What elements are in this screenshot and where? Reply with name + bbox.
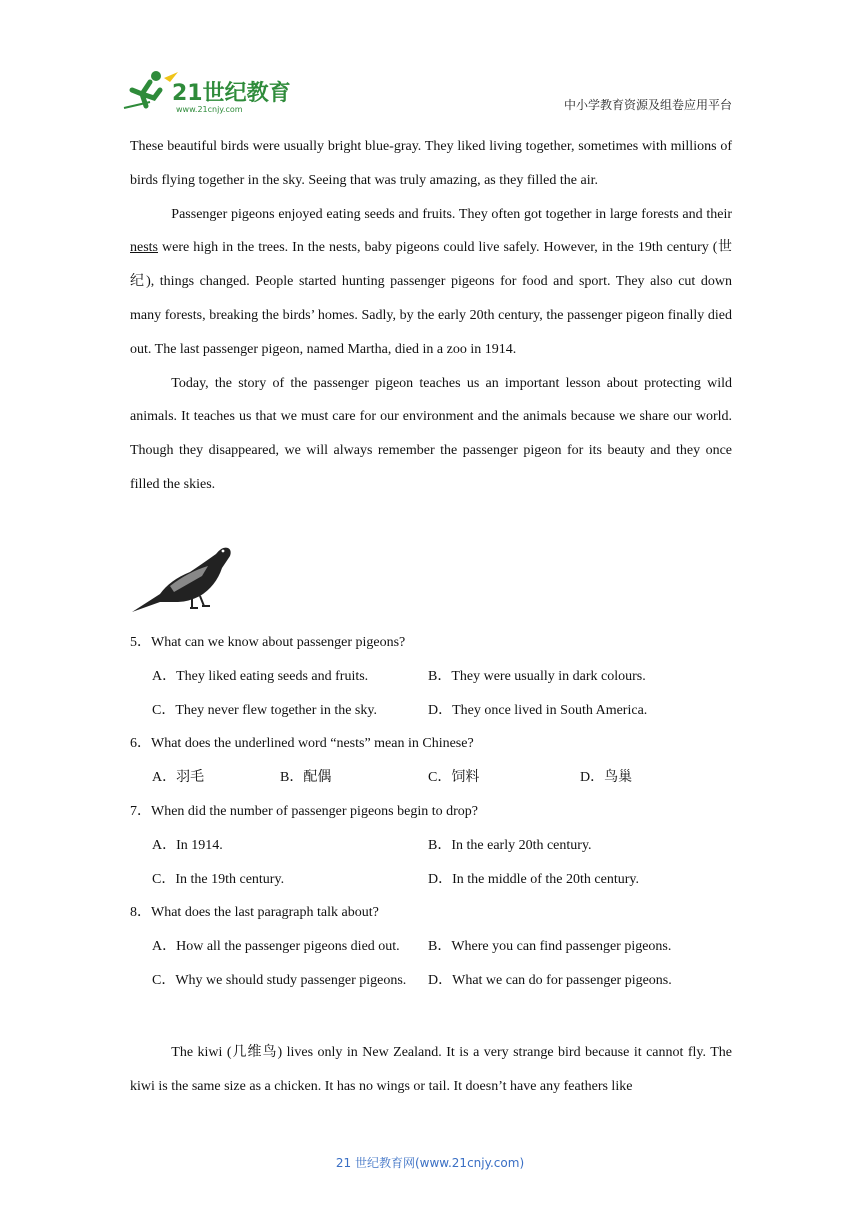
question-stem: 7．When did the number of passenger pigeons begin to drop? (130, 803, 478, 819)
option-b[interactable]: B．配偶 (280, 770, 332, 786)
kiwi-passage (130, 1036, 732, 1104)
questions (130, 630, 732, 1002)
page-footer[interactable]: 21 世纪教育网(www.21cnjy.com) (335, 1156, 525, 1170)
svg-text:21世纪教育: 21世纪教育 (172, 81, 291, 106)
option-c[interactable]: C．In the 19th century. (152, 871, 285, 887)
option-d[interactable]: D．鸟巢 (580, 770, 633, 786)
option-c[interactable]: C．饲料 (428, 770, 480, 786)
logo-21cnjy (120, 68, 300, 114)
option-b[interactable]: B．In the early 20th century. (428, 837, 592, 853)
option-a[interactable]: A．In 1914. (152, 837, 223, 853)
option-d[interactable]: D．They once lived in South America. (428, 702, 648, 718)
option-c[interactable]: C．They never flew together in the sky. (152, 702, 377, 718)
platform-name: 中小学教育资源及组卷应用平台 (563, 98, 732, 112)
svg-text:www.21cnjy.com: www.21cnjy.com (176, 105, 243, 114)
option-b[interactable]: B．Where you can find passenger pigeons. (428, 939, 672, 955)
underlined-word: nests (130, 240, 158, 256)
question-stem: 8．What does the last paragraph talk about? (130, 905, 379, 921)
paragraph-2: Passenger pigeons enjoyed eating seeds and fruits. They often got together in large forests and their nests were high in the trees. In the nests, baby pigeons could live safely. However, in the 19th century (世纪), things changed. People started hunting passenger pigeons for food and sport. They also cut down many forests, breaking the birds’ homes. Sadly, by the early 20th century, the passenger pigeon finally died out. The last passenger pigeon, named Martha, died in a zoo in 1914. (130, 206, 732, 357)
paragraph-3: Today, the story of the passenger pigeon teaches us an important lesson about protecting wild animals. It teaches us that we must care for our environment and the animals because we share our world. Though they disappeared, we will always remember the passenger pigeon for its beauty and they once filled the skies. (130, 375, 732, 492)
passage (130, 130, 732, 502)
pigeon-illustration (130, 542, 234, 614)
kiwi-paragraph: The kiwi (几维鸟) lives only in New Zealand. It is a very strange bird because it cannot fly. The kiwi is the same size as a chicken. It has no wings or tail. It doesn’t have any feathers like (130, 1045, 732, 1094)
option-a[interactable]: A．羽毛 (152, 770, 205, 786)
page-header (120, 68, 732, 114)
question-7 (130, 799, 732, 900)
option-a[interactable]: A．How all the passenger pigeons died out. (152, 939, 400, 955)
option-a[interactable]: A．They liked eating seeds and fruits. (152, 668, 369, 684)
question-stem: 6．What does the underlined word “nests” mean in Chinese? (130, 736, 474, 752)
option-d[interactable]: D．In the middle of the 20th century. (428, 871, 639, 887)
option-b[interactable]: B．They were usually in dark colours. (428, 668, 646, 684)
paragraph-1: These beautiful birds were usually bright blue-gray. They liked living together, sometimes with millions of birds flying together in the sky. Seeing that was truly amazing, as they filled the air. (130, 139, 732, 188)
option-c[interactable]: C．Why we should study passenger pigeons. (152, 972, 407, 988)
option-d[interactable]: D．What we can do for passenger pigeons. (428, 972, 672, 988)
question-6 (130, 731, 732, 799)
question-5 (130, 630, 732, 731)
question-stem: 5．What can we know about passenger pigeons? (130, 635, 406, 650)
question-8 (130, 900, 732, 1001)
